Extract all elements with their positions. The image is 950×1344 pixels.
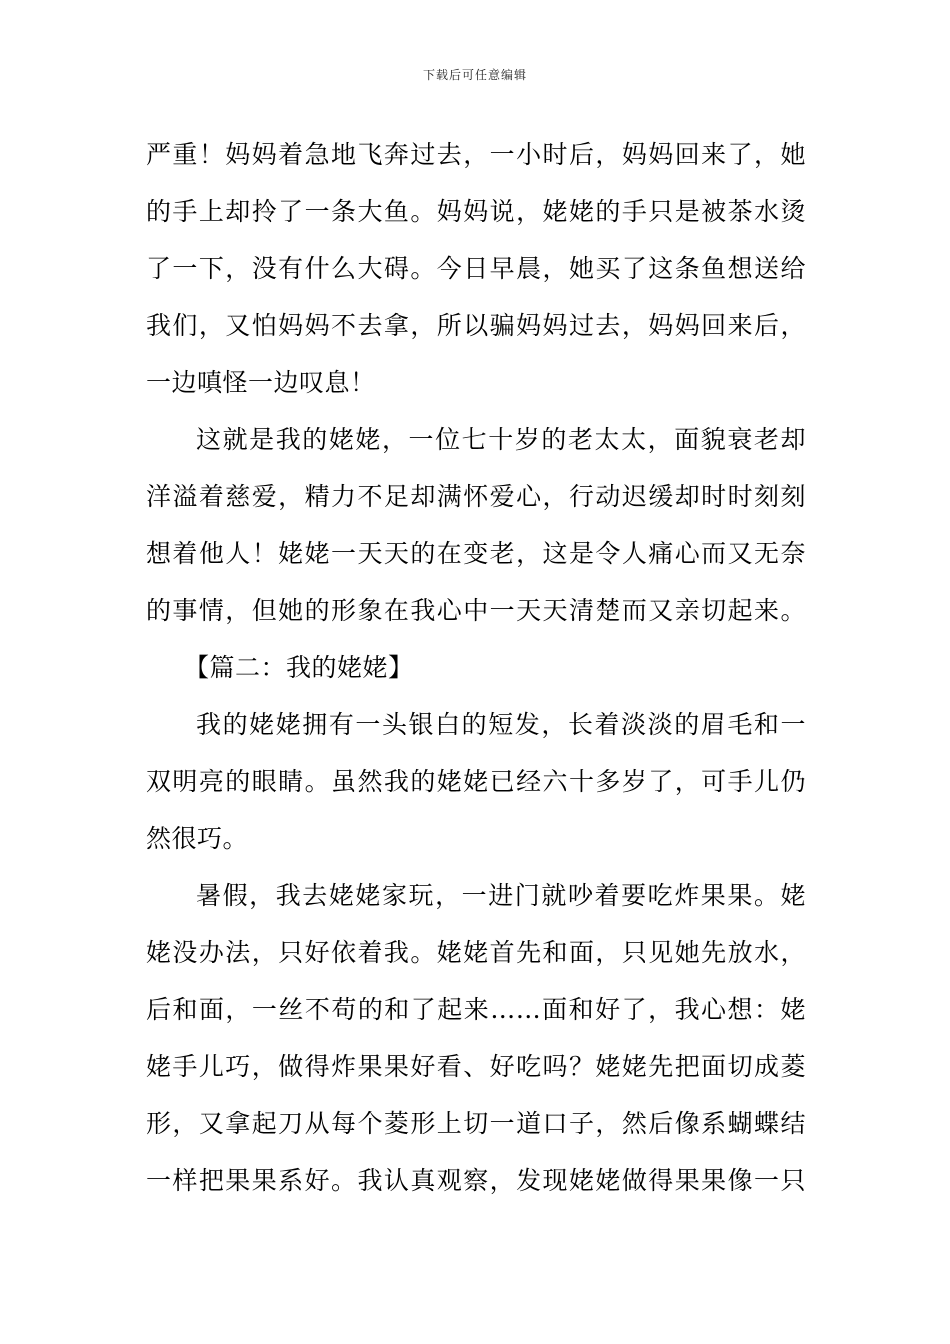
text-line: 形，又拿起刀从每个菱形上切一道口子，然后像系蝴蝶结 xyxy=(146,1109,806,1138)
text-line: 一样把果果系好。我认真观察，发现姥姥做得果果像一只 xyxy=(146,1166,806,1195)
text-line: 严重！妈妈着急地飞奔过去，一小时后，妈妈回来了，她 xyxy=(146,140,806,169)
text-line: 我们，又怕妈妈不去拿，所以骗妈妈过去，妈妈回来后， xyxy=(146,311,806,340)
section-heading: 【篇二：我的姥姥】 xyxy=(184,653,414,682)
text-line: 想着他人！姥姥一天天的在变老，这是令人痛心而又无奈 xyxy=(146,539,806,568)
text-line: 双明亮的眼睛。虽然我的姥姥已经六十多岁了，可手儿仍 xyxy=(146,767,806,796)
text-line: 暑假，我去姥姥家玩，一进门就吵着要吃炸果果。姥 xyxy=(196,881,806,910)
text-line: 姥手儿巧，做得炸果果好看、好吃吗？姥姥先把面切成菱 xyxy=(146,1052,806,1081)
text-line: 这就是我的姥姥，一位七十岁的老太太，面貌衰老却 xyxy=(196,425,806,454)
header-note: 下载后可任意编辑 xyxy=(422,68,527,82)
text-line: 的手上却拎了一条大鱼。妈妈说，姥姥的手只是被茶水烫 xyxy=(146,197,806,226)
text-line: 了一下，没有什么大碍。今日早晨，她买了这条鱼想送给 xyxy=(146,254,806,283)
text-line: 后和面，一丝不苟的和了起来……面和好了，我心想：姥 xyxy=(146,995,806,1024)
text-line: 姥没办法，只好依着我。姥姥首先和面，只见她先放水， xyxy=(146,938,806,967)
text-line: 然很巧。 xyxy=(146,824,249,853)
text-line: 洋溢着慈爱，精力不足却满怀爱心，行动迟缓却时时刻刻 xyxy=(146,482,806,511)
text-line: 的事情，但她的形象在我心中一天天清楚而又亲切起来。 xyxy=(146,596,806,625)
document-body xyxy=(146,126,806,1209)
text-line: 我的姥姥拥有一头银白的短发，长着淡淡的眉毛和一 xyxy=(196,710,806,739)
text-line: 一边嗔怪一边叹息！ xyxy=(146,368,376,397)
